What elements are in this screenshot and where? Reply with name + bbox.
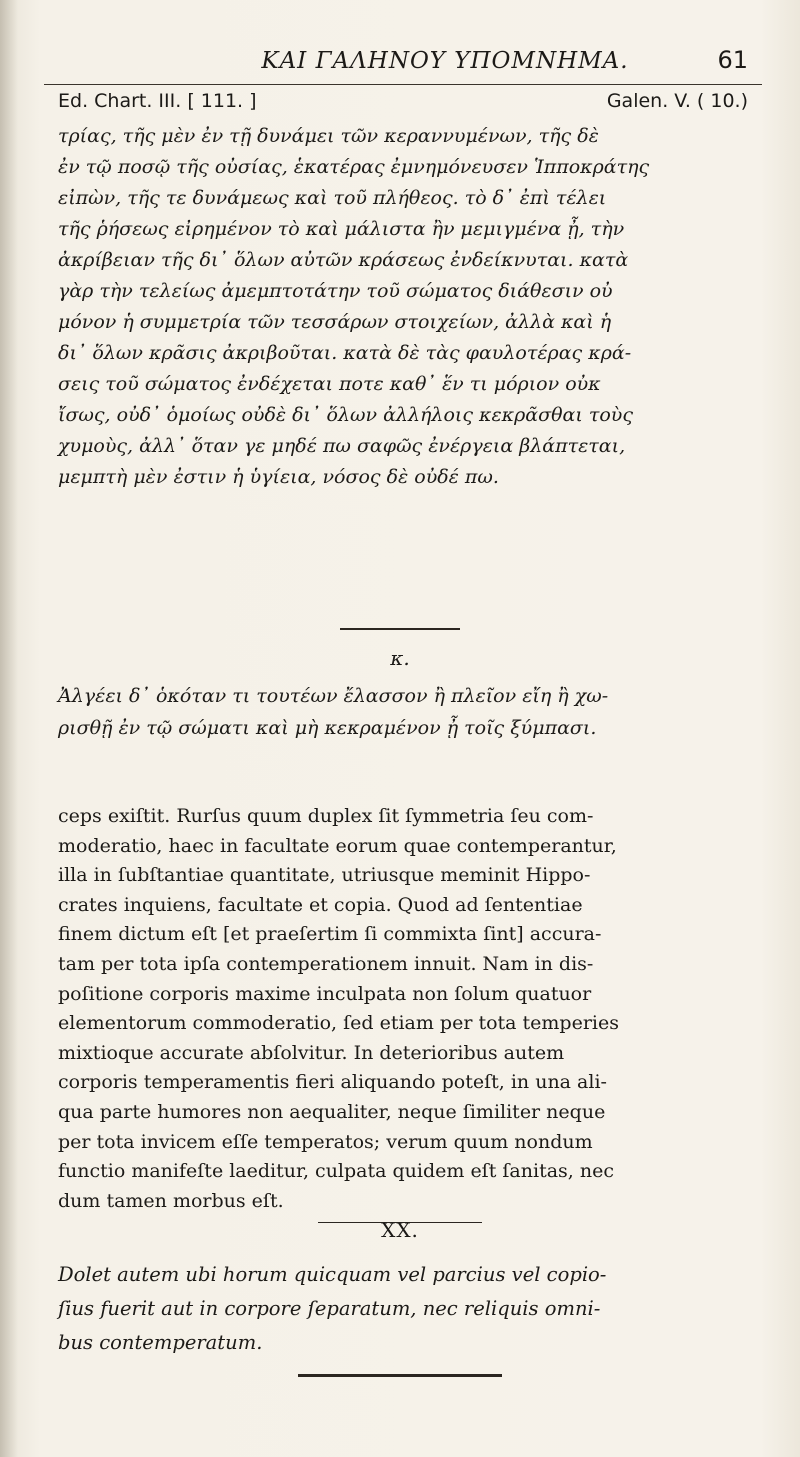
greek-aphorism-line: Ἀλγέει δ᾽ ὁκόταν τι τουτέων ἔλασσον ἢ πλεῖον εἴη ἢ χω- [58, 685, 609, 707]
latin-aphorism-line: Dolet autem ubi horum quicquam vel parcius vel copio- [58, 1263, 607, 1286]
greek-aphorism [58, 680, 758, 744]
greek-commentary-line: μεμπτὴ μὲν ἐστιν ἡ ὑγίεια, νόσος δὲ οὐδέ πω. [58, 466, 499, 488]
latin-commentary-line: per tota invicem eſſe temperatos; verum quum nondum [58, 1130, 593, 1153]
latin-commentary-line: poſitione corporis maxime inculpata non ſolum quatuor [58, 982, 592, 1005]
latin-aphorism [58, 1258, 768, 1360]
greek-commentary-line: γὰρ τὴν τελείως ἀμεμπτοτάτην τοῦ σώματος διάθεσιν οὐ [58, 280, 613, 302]
greek-aphorism-number: κ. [390, 646, 410, 670]
section-divider-rule [340, 628, 460, 630]
latin-commentary-line: ceps exiſtit. Rurſus quum duplex ſit ſymmetria ſeu com- [58, 805, 594, 827]
greek-commentary-line: μόνον ἡ συμμετρία τῶν τεσσάρων στοιχείων, ἀλλὰ καὶ ἡ [58, 311, 612, 333]
greek-commentary-line: ἴσως, οὐδ᾽ ὁμοίως οὐδὲ δι᾽ ὅλων ἀλλήλοις κεκρᾶσθαι τοὺς [58, 404, 634, 426]
header-rule [44, 84, 762, 85]
latin-commentary-line: dum tamen morbus eſt. [58, 1189, 284, 1212]
greek-commentary [58, 121, 758, 493]
latin-commentary-line: crates inquiens, facultate et copia. Quod ad ſententiae [58, 893, 583, 916]
latin-aphorism-line: ſius fuerit aut in corpore ſeparatum, nec reliquis omni- [58, 1297, 601, 1320]
greek-aphorism-line: ρισθῇ ἐν τῷ σώματι καὶ μὴ κεκραμένον ᾖ τοῖς ξύμπασι. [58, 717, 597, 739]
latin-commentary [58, 802, 768, 1216]
latin-aphorism-line: bus contemperatum. [58, 1331, 263, 1354]
latin-commentary-line: qua parte humores non aequaliter, neque ſimiliter neque [58, 1100, 606, 1123]
greek-commentary-line: χυμοὺς, ἀλλ᾽ ὅταν γε μηδέ πω σαφῶς ἐνέργεια βλάπτεται, [58, 435, 626, 457]
chartier-edition-ref: Ed. Chart. III. [ 111. ] [58, 90, 257, 112]
latin-commentary-line: elementorum commoderatio, ſed etiam per tota temperies [58, 1012, 619, 1035]
greek-commentary-line: ἀκρίβειαν τῆς δι᾽ ὅλων αὐτῶν κράσεως ἐνδείκνυται. κατὰ [58, 249, 629, 271]
greek-commentary-line: δι᾽ ὅλων κρᾶσις ἀκριβοῦται. κατὰ δὲ τὰς φαυλοτέρας κρά- [58, 342, 632, 364]
latin-commentary-line: finem dictum eſt [et praeſertim ſi commixta ſint] accura- [58, 923, 602, 946]
latin-commentary-line: corporis temperamentis fieri aliquando poteſt, in una ali- [58, 1071, 607, 1094]
closing-rule [298, 1374, 502, 1377]
greek-commentary-line: σεις τοῦ σώματος ἐνδέχεται ποτε καθ᾽ ἕν τι μόριον οὐκ [58, 373, 601, 395]
latin-commentary-line: tam per tota ipſa contemperationem innuit. Nam in dis- [58, 952, 594, 975]
greek-commentary-line: τρίας, τῆς μὲν ἐν τῇ δυνάμει τῶν κεραννυμένων, τῆς δὲ [58, 125, 599, 147]
running-title: ΚΑΙ ΓΑΛΗΝΟΥ ΥΠΟΜΝΗΜΑ. [261, 48, 629, 74]
greek-commentary-line: εἰπὼν, τῆς τε δυνάμεως καὶ τοῦ πλήθεος. τὸ δ᾽ ἐπὶ τέλει [58, 187, 607, 209]
latin-commentary-line: functio manifeſte laeditur, culpata quidem eſt ſanitas, nec [58, 1160, 614, 1183]
greek-commentary-line: ἐν τῷ ποσῷ τῆς οὐσίας, ἑκατέρας ἐμνημόνευσεν Ἱπποκράτης [58, 156, 650, 178]
page-number: 61 [717, 46, 748, 74]
greek-commentary-line: τῆς ῥήσεως εἰρημένον τὸ καὶ μάλιστα ἢν μεμιγμένα ᾖ, τὴν [58, 218, 625, 240]
latin-commentary-line: moderatio, haec in facultate eorum quae contemperantur, [58, 834, 617, 857]
latin-commentary-line: illa in ſubſtantiae quantitate, utriusque meminit Hippo- [58, 864, 591, 887]
latin-aphorism-number: XX. [381, 1218, 419, 1242]
galen-edition-ref: Galen. V. ( 10.) [606, 90, 748, 112]
latin-commentary-line: mixtioque accurate abſolvitur. In deterioribus autem [58, 1041, 565, 1064]
